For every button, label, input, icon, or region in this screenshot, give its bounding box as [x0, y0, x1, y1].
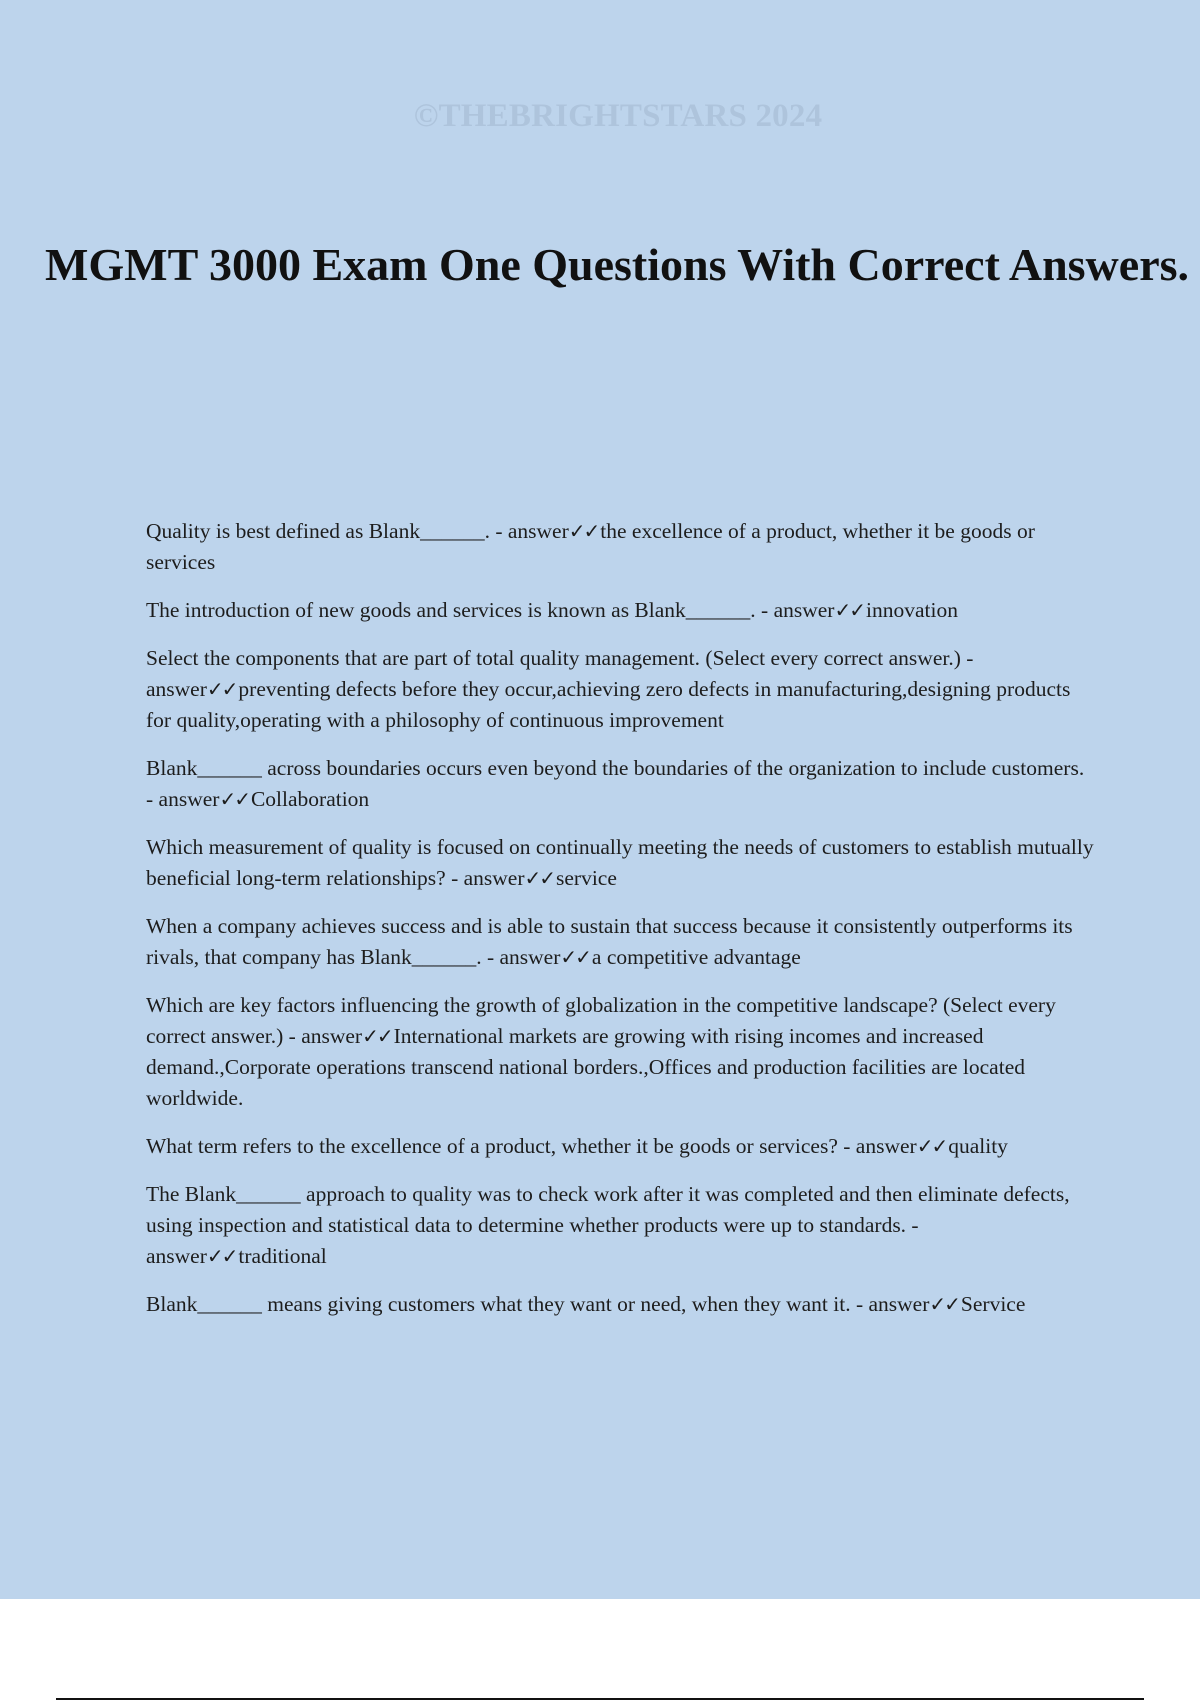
question-text: When a company achieves success and is able to sustain that success because it consistently outperforms its rivals, that company has Blank______. -: [146, 914, 1073, 969]
double-check-icon: ✓✓: [929, 1292, 959, 1316]
answer-label: answer: [463, 866, 525, 890]
answer-text: International markets are growing with rising incomes and increased demand.,Corporate operations transcend national borders.,Offices and production facilities are located worldwide.: [146, 1024, 1025, 1110]
answer-label: answer: [158, 787, 220, 811]
double-check-icon: ✓✓: [560, 945, 590, 969]
question-answer-list: [146, 516, 1096, 1337]
answer-label: answer: [146, 1244, 207, 1268]
double-check-icon: ✓✓: [362, 1024, 392, 1048]
answer-label: answer: [301, 1024, 363, 1048]
question-text: The introduction of new goods and services is known as Blank______. -: [146, 598, 774, 622]
question-text: Blank______ across boundaries occurs even beyond the boundaries of the organization to include customers. -: [146, 756, 1085, 811]
page-title: MGMT 3000 Exam One Questions With Correct Answers.: [44, 239, 1190, 290]
qa-item: [146, 516, 1096, 578]
qa-item: [146, 753, 1096, 815]
double-check-icon: ✓✓: [568, 519, 599, 543]
answer-text: innovation: [865, 598, 958, 622]
qa-item: [146, 990, 1096, 1114]
question-text: Quality is best defined as Blank______. -: [146, 519, 508, 543]
answer-text: traditional: [238, 1244, 327, 1268]
answer-text: the excellence of a product, whether it be goods or services: [146, 519, 1035, 574]
question-text: Which measurement of quality is focused on continually meeting the needs of customers to establish mutually beneficial long-term relationships? -: [146, 835, 1094, 890]
qa-item: [146, 595, 1096, 626]
qa-item: [146, 1179, 1096, 1272]
answer-label: answer: [855, 1134, 917, 1158]
question-text: Select the components that are part of total quality management. (Select every correct answer.) -: [146, 646, 974, 670]
answer-label: answer: [868, 1292, 930, 1316]
watermark: ©THEBRIGHTSTARS 2024: [413, 98, 823, 134]
qa-item: [146, 1131, 1096, 1162]
double-check-icon: ✓✓: [916, 1134, 947, 1158]
qa-item: [146, 1289, 1096, 1320]
answer-label: answer: [773, 598, 835, 622]
qa-item: [146, 911, 1096, 973]
question-text: Blank______ means giving customers what they want or need, when they want it. -: [146, 1292, 869, 1316]
double-check-icon: ✓✓: [219, 787, 249, 811]
question-text: The Blank______ approach to quality was to check work after it was completed and then eliminate defects, using inspection and statistical data to determine whether products were up to standards. -: [146, 1182, 1070, 1237]
answer-text: preventing defects before they occur,achieving zero defects in manufacturing,designing products for quality,operating with a philosophy of continuous improvement: [146, 677, 1071, 732]
question-text: What term refers to the excellence of a product, whether it be goods or services? -: [146, 1134, 856, 1158]
qa-item: [146, 832, 1096, 894]
answer-text: a competitive advantage: [591, 945, 801, 969]
double-check-icon: ✓✓: [206, 1244, 237, 1268]
answer-label: answer: [507, 519, 569, 543]
double-check-icon: ✓✓: [206, 677, 237, 701]
answer-text: service: [556, 866, 617, 890]
double-check-icon: ✓✓: [524, 866, 555, 890]
answer-text: Service: [960, 1292, 1026, 1316]
question-text: Which are key factors influencing the growth of globalization in the competitive landscape? (Select every correct answer.) -: [146, 993, 1056, 1048]
answer-label: answer: [146, 677, 207, 701]
double-check-icon: ✓✓: [834, 598, 864, 622]
qa-item: [146, 643, 1096, 736]
answer-label: answer: [499, 945, 561, 969]
answer-text: quality: [948, 1134, 1008, 1158]
answer-text: Collaboration: [250, 787, 370, 811]
